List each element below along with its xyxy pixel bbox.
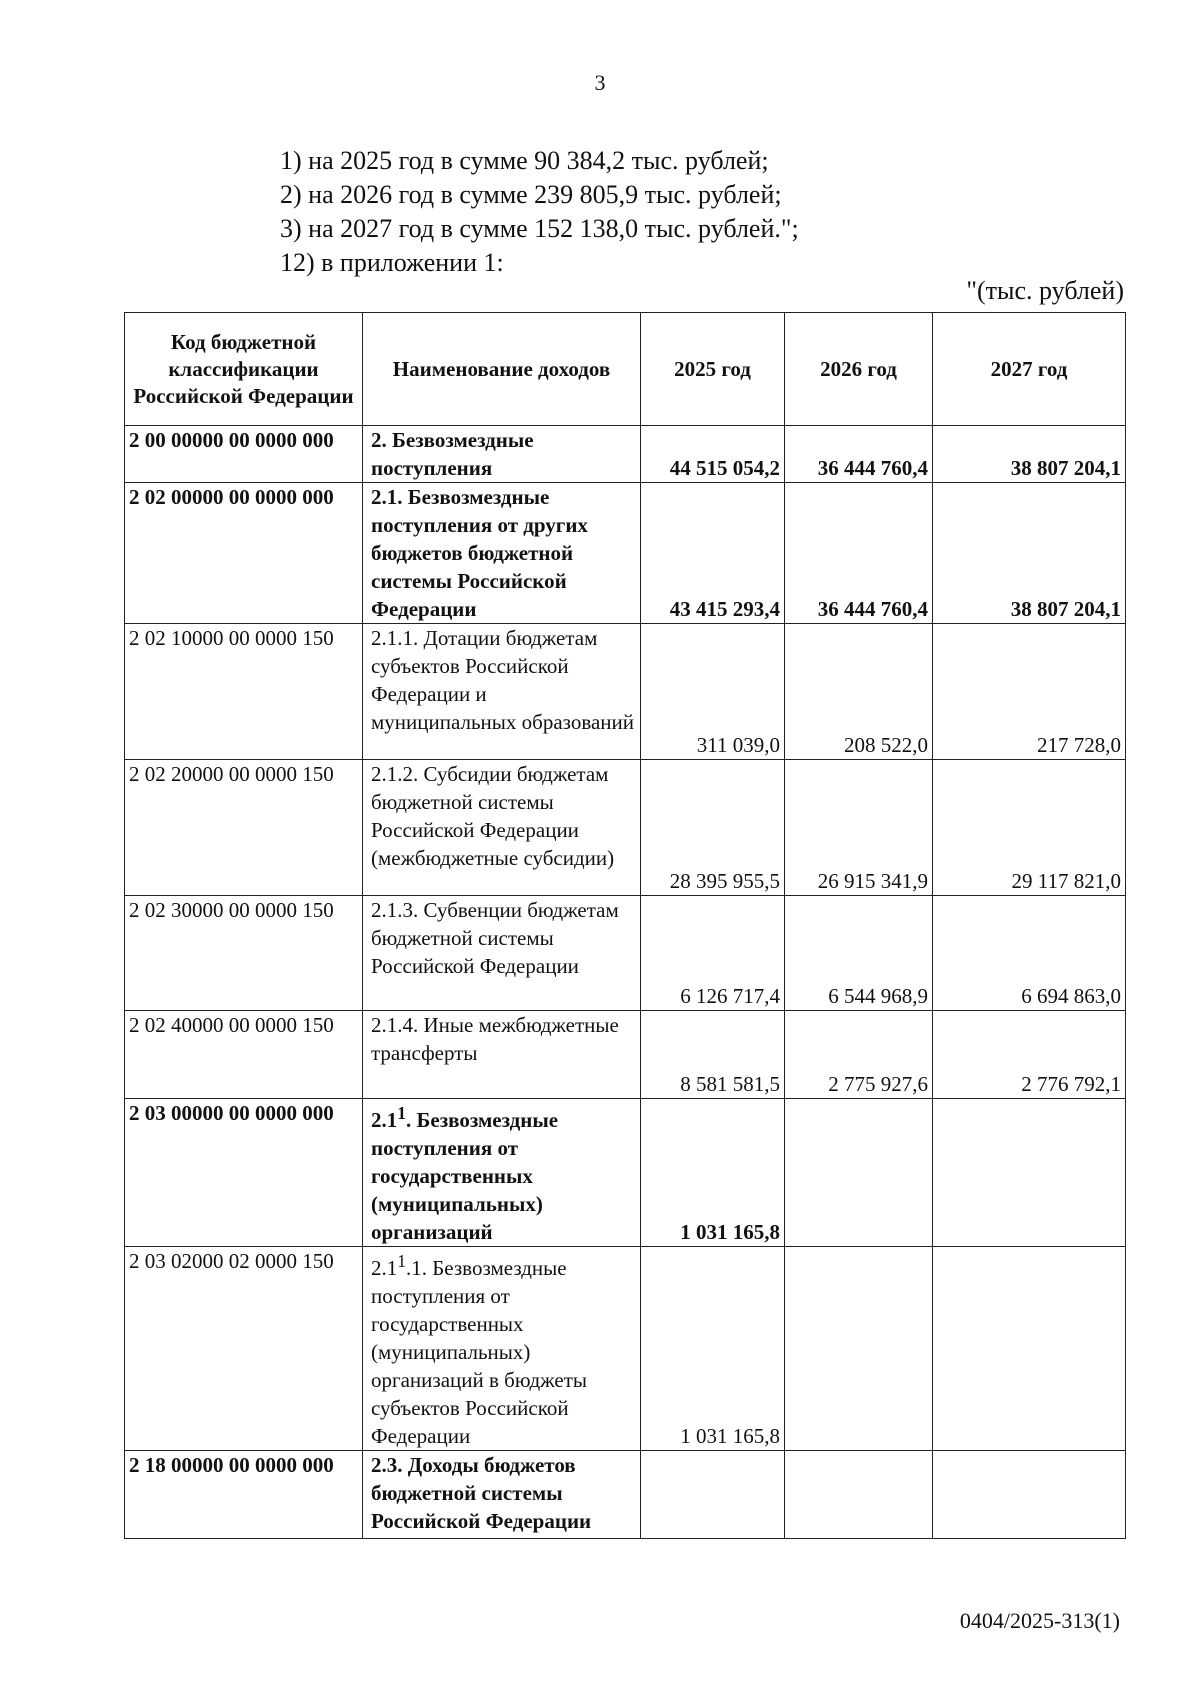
page-number: 3 — [594, 70, 606, 95]
cell-code: 2 02 00000 00 0000 000 — [125, 483, 363, 624]
cell-2026: 26 915 341,9 — [785, 760, 933, 896]
cell-2027 — [933, 1099, 1126, 1247]
intro-line: 12) в приложении 1: — [280, 248, 504, 277]
cell-2027: 38 807 204,1 — [933, 426, 1126, 483]
cell-code: 2 02 10000 00 0000 150 — [125, 624, 363, 760]
cell-2027 — [933, 1451, 1126, 1539]
cell-name: 2.3. Доходы бюджетов бюджетной системы Российской Федерации — [363, 1451, 641, 1539]
cell-2026 — [785, 1451, 933, 1539]
units-label: "(тыс. рублей) — [966, 276, 1124, 305]
cell-2027: 29 117 821,0 — [933, 760, 1126, 896]
cell-name: 2.1.2. Субсидии бюджетам бюджетной системы Российской Федерации (межбюджетные субсидии) — [363, 760, 641, 896]
table-row — [125, 1451, 1126, 1539]
cell-name: 2. Безвозмездные поступления — [363, 426, 641, 483]
cell-2025: 1 031 165,8 — [641, 1247, 785, 1451]
header-name: Наименование доходов — [363, 313, 641, 426]
cell-2026 — [785, 1247, 933, 1451]
cell-2027: 217 728,0 — [933, 624, 1126, 760]
intro-line: 2) на 2026 год в сумме 239 805,9 тыс. рублей; — [280, 180, 782, 209]
document-number: 0404/2025-313(1) — [959, 1608, 1120, 1633]
cell-name-prefix: 2.1 — [371, 1256, 398, 1280]
table-row — [125, 426, 1126, 483]
table-row — [125, 624, 1126, 760]
revenue-table — [124, 312, 1126, 1539]
cell-2026: 6 544 968,9 — [785, 896, 933, 1011]
cell-name: 2.1.1. Дотации бюджетам субъектов Российской Федерации и муниципальных образований — [363, 624, 641, 760]
cell-code: 2 18 00000 00 0000 000 — [125, 1451, 363, 1539]
cell-2027: 2 776 792,1 — [933, 1011, 1126, 1099]
table-row — [125, 896, 1126, 1011]
table-row — [125, 1099, 1126, 1247]
cell-name-rest: . Безвозмездные поступления от государственных (муниципальных) организаций — [371, 1108, 559, 1244]
table-header-row — [125, 313, 1126, 426]
cell-2025: 1 031 165,8 — [641, 1099, 785, 1247]
cell-2025: 28 395 955,5 — [641, 760, 785, 896]
cell-2025 — [641, 1451, 785, 1539]
intro-text — [280, 144, 799, 280]
cell-2025: 311 039,0 — [641, 624, 785, 760]
cell-2025: 6 126 717,4 — [641, 896, 785, 1011]
header-2027: 2027 год — [933, 313, 1126, 426]
cell-name-superscript: 1 — [397, 1251, 406, 1271]
cell-code: 2 02 40000 00 0000 150 — [125, 1011, 363, 1099]
cell-2027: 38 807 204,1 — [933, 483, 1126, 624]
table-row — [125, 760, 1126, 896]
cell-2026 — [785, 1099, 933, 1247]
cell-2026: 2 775 927,6 — [785, 1011, 933, 1099]
cell-2025: 43 415 293,4 — [641, 483, 785, 624]
cell-code: 2 03 02000 02 0000 150 — [125, 1247, 363, 1451]
cell-code: 2 00 00000 00 0000 000 — [125, 426, 363, 483]
cell-name: 2.1.4. Иные межбюджетные трансферты — [363, 1011, 641, 1099]
table-row — [125, 1011, 1126, 1099]
cell-name — [363, 1247, 641, 1451]
header-code: Код бюджетной классификации Российской Федерации — [125, 313, 363, 426]
cell-name: 2.1. Безвозмездные поступления от других бюджетов бюджетной системы Российской Федерации — [363, 483, 641, 624]
cell-2026: 36 444 760,4 — [785, 483, 933, 624]
cell-2025: 44 515 054,2 — [641, 426, 785, 483]
cell-name-rest: .1. Безвозмездные поступления от государственных (муниципальных) организаций в бюджеты субъектов Российской Федерации — [371, 1256, 587, 1448]
table-row — [125, 483, 1126, 624]
header-2026: 2026 год — [785, 313, 933, 426]
cell-2026: 36 444 760,4 — [785, 426, 933, 483]
intro-line: 1) на 2025 год в сумме 90 384,2 тыс. рублей; — [280, 146, 769, 175]
intro-line: 3) на 2027 год в сумме 152 138,0 тыс. рублей."; — [280, 214, 799, 243]
table-row — [125, 1247, 1126, 1451]
cell-2027: 6 694 863,0 — [933, 896, 1126, 1011]
cell-code: 2 03 00000 00 0000 000 — [125, 1099, 363, 1247]
cell-name — [363, 1099, 641, 1247]
cell-code: 2 02 20000 00 0000 150 — [125, 760, 363, 896]
cell-code: 2 02 30000 00 0000 150 — [125, 896, 363, 1011]
cell-2025: 8 581 581,5 — [641, 1011, 785, 1099]
header-2025: 2025 год — [641, 313, 785, 426]
cell-name-prefix: 2.1 — [371, 1108, 398, 1132]
cell-2026: 208 522,0 — [785, 624, 933, 760]
cell-name: 2.1.3. Субвенции бюджетам бюджетной системы Российской Федерации — [363, 896, 641, 1011]
cell-name-superscript: 1 — [397, 1103, 406, 1123]
cell-2027 — [933, 1247, 1126, 1451]
